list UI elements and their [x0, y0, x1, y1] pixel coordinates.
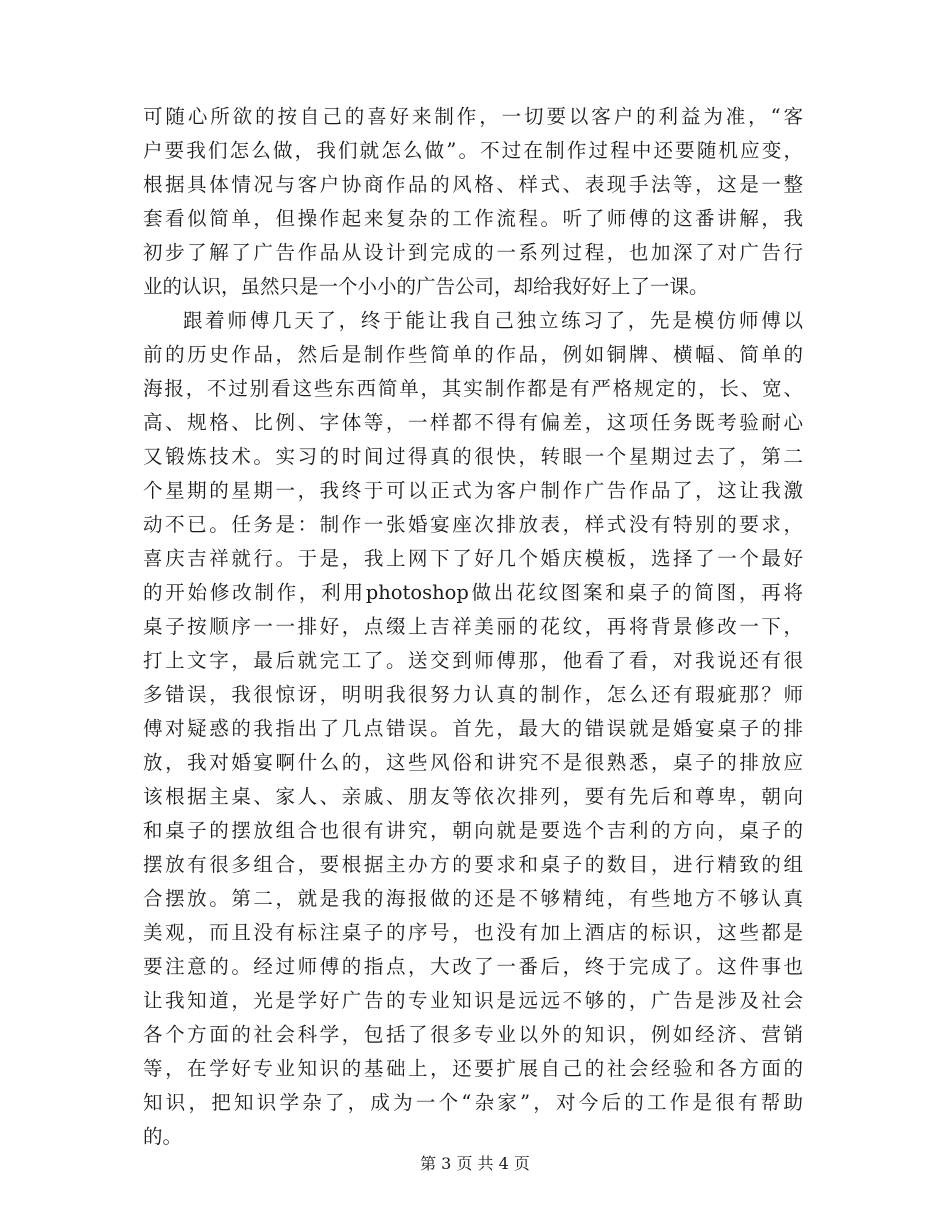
text-line: 户要我们怎么做，我们就怎么做”。不过在制作过程中还要随机应变， — [143, 139, 803, 162]
text-line: 高、规格、比例、字体等，一样都不得有偏差，这项任务既考验耐心 — [143, 411, 803, 434]
text-line: 该根据主桌、家人、亲戚、朋友等依次排列，要有先后和尊卑，朝向 — [143, 785, 803, 808]
text-line: 个星期的星期一，我终于可以正式为客户制作广告作品了，这让我激 — [143, 479, 803, 502]
text-line: 傅对疑惑的我指出了几点错误。首先，最大的错误就是婚宴桌子的排 — [143, 717, 803, 740]
paragraph — [143, 304, 803, 1154]
page-number-footer: 第 3 页 共 4 页 — [420, 1154, 530, 1173]
text-line: 喜庆吉祥就行。于是，我上网下了好几个婚庆模板，选择了一个最好 — [143, 547, 803, 570]
text-line: 前的历史作品，然后是制作些简单的作品，例如铜牌、横幅、简单的 — [143, 343, 803, 366]
text-line: 和桌子的摆放组合也很有讲究，朝向就是要选个吉利的方向，桌子的 — [143, 819, 803, 842]
text-line: 的开始修改制作，利用photoshop做出花纹图案和桌子的简图，再将 — [143, 581, 803, 604]
text-line: 打上文字，最后就完工了。送交到师傅那，他看了看，对我说还有很 — [143, 649, 803, 672]
text-line: 海报，不过别看这些东西简单，其实制作都是有严格规定的，长、宽、 — [143, 377, 803, 400]
text-line: 合摆放。第二，就是我的海报做的还是不够精纯，有些地方不够认真 — [143, 887, 803, 910]
text-line: 跟着师傅几天了，终于能让我自己独立练习了，先是模仿师傅以 — [183, 309, 803, 332]
text-line: 动不已。任务是：制作一张婚宴座次排放表，样式没有特别的要求， — [143, 513, 803, 536]
text-line: 可随心所欲的按自己的喜好来制作，一切要以客户的利益为准，“客 — [143, 105, 803, 128]
text-line: 各个方面的社会科学，包括了很多专业以外的知识，例如经济、营销 — [143, 1023, 803, 1046]
text-line: 让我知道，光是学好广告的专业知识是远远不够的，广告是涉及社会 — [143, 989, 803, 1012]
text-line: 多错误，我很惊讶，明明我很努力认真的制作，怎么还有瑕疵那？师 — [143, 683, 803, 706]
text-line: 等，在学好专业知识的基础上，还要扩展自己的社会经验和各方面的 — [143, 1057, 803, 1080]
text-line: 初步了解了广告作品从设计到完成的一系列过程，也加深了对广告行 — [143, 241, 803, 264]
text-line: 套看似简单，但操作起来复杂的工作流程。听了师傅的这番讲解，我 — [143, 207, 803, 230]
text-line: 业的认识，虽然只是一个小小的广告公司，却给我好好上了一课。 — [143, 275, 709, 298]
text-line: 的。 — [143, 1125, 183, 1148]
text-line: 桌子按顺序一一排好，点缀上吉祥美丽的花纹，再将背景修改一下， — [143, 615, 803, 638]
paragraph — [143, 100, 803, 304]
text-line: 美观，而且没有标注桌子的序号，也没有加上酒店的标识，这些都是 — [143, 921, 803, 944]
text-line: 放，我对婚宴啊什么的，这些风俗和讲究不是很熟悉，桌子的排放应 — [143, 751, 803, 774]
document-body — [143, 100, 803, 1154]
text-line: 摆放有很多组合，要根据主办方的要求和桌子的数目，进行精致的组 — [143, 853, 803, 876]
text-line: 又锻炼技术。实习的时间过得真的很快，转眼一个星期过去了，第二 — [143, 445, 803, 468]
text-line: 知识，把知识学杂了，成为一个“杂家”，对今后的工作是很有帮助 — [143, 1091, 803, 1114]
text-line: 根据具体情况与客户协商作品的风格、样式、表现手法等，这是一整 — [143, 173, 803, 196]
text-line: 要注意的。经过师傅的指点，大改了一番后，终于完成了。这件事也 — [143, 955, 803, 978]
